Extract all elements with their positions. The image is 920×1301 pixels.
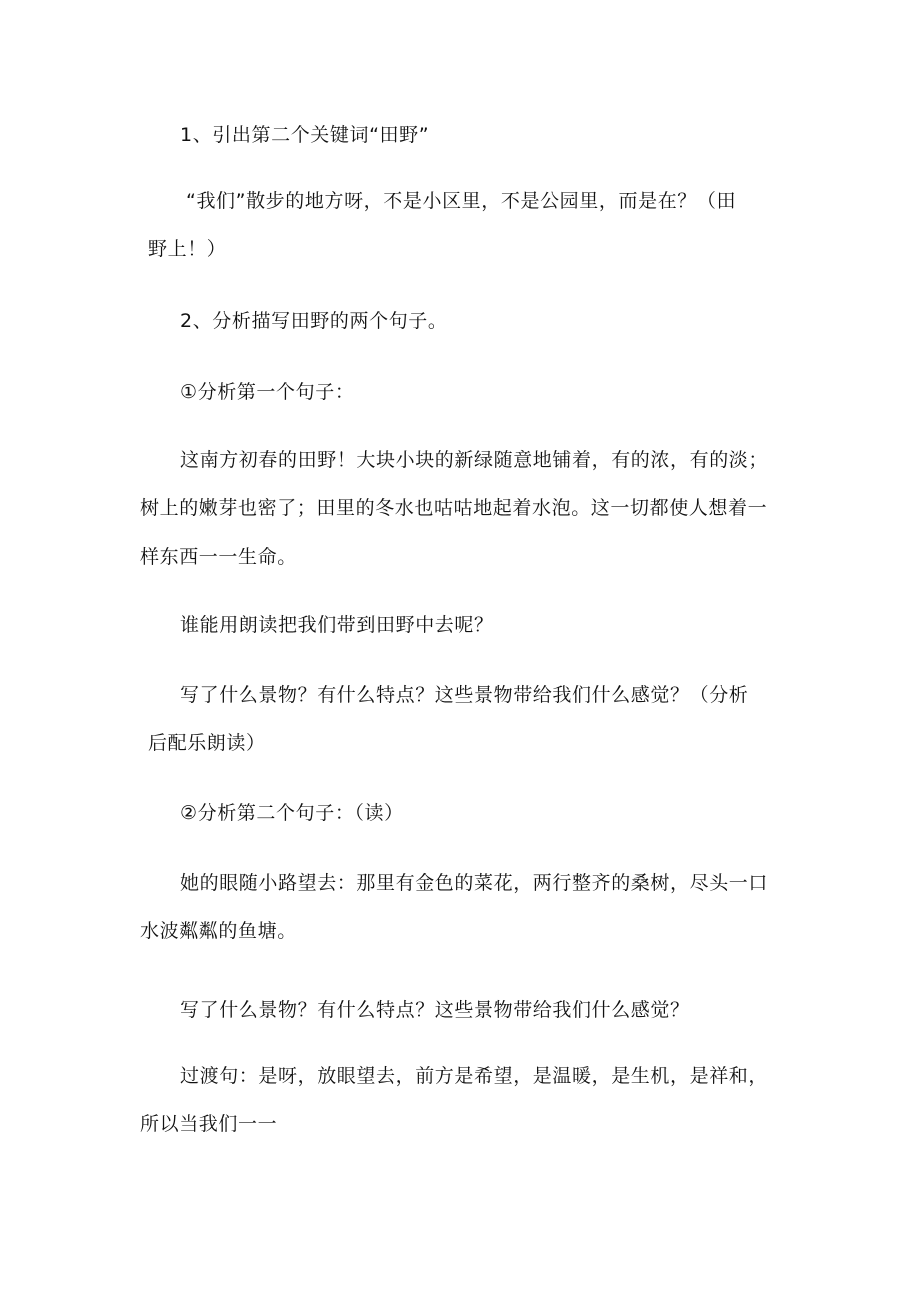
question-scenery-line-1: 写了什么景物？有什么特点？这些景物带给我们什么感觉？（分析 [180, 684, 749, 706]
quote-first-sentence-line-1: 这南方初春的田野！大块小块的新绿随意地铺着，有的浓，有的淡； [180, 449, 769, 471]
paragraph-walk-place-line-1: “我们”散步的地方呀，不是小区里，不是公园里，而是在？（田 [186, 190, 737, 212]
question-scenery-line-2: 后配乐朗读） [148, 732, 266, 754]
quote-first-sentence-line-2: 树上的嫩芽也密了；田里的冬水也咕咕地起着水泡。这一切都使人想着一 [140, 497, 768, 519]
paragraph-walk-place-line-2: 野上！） [148, 238, 227, 260]
question-read-aloud: 谁能用朗读把我们带到田野中去呢？ [180, 614, 494, 636]
quote-second-sentence-line-2: 水波粼粼的鱼塘。 [140, 920, 297, 942]
heading-analyze-two-sentences: 2、分析描写田野的两个句子。 [180, 310, 448, 332]
heading-keyword-field: 1、引出第二个关键词“田野” [180, 124, 430, 146]
quote-second-sentence-line-1: 她的眼随小路望去：那里有金色的菜花，两行整齐的桑树，尽头一口 [180, 872, 769, 894]
transition-sentence-line-1: 过渡句：是呀，放眼望去，前方是希望，是温暖，是生机，是祥和， [180, 1065, 769, 1087]
transition-sentence-line-2: 所以当我们一一 [140, 1113, 278, 1135]
subheading-first-sentence: ①分析第一个句子： [180, 381, 355, 403]
quote-first-sentence-line-3: 样东西一一生命。 [140, 546, 297, 568]
subheading-second-sentence: ②分析第二个句子：（读） [180, 802, 404, 824]
question-scenery-second: 写了什么景物？有什么特点？这些景物带给我们什么感觉？ [180, 999, 690, 1021]
